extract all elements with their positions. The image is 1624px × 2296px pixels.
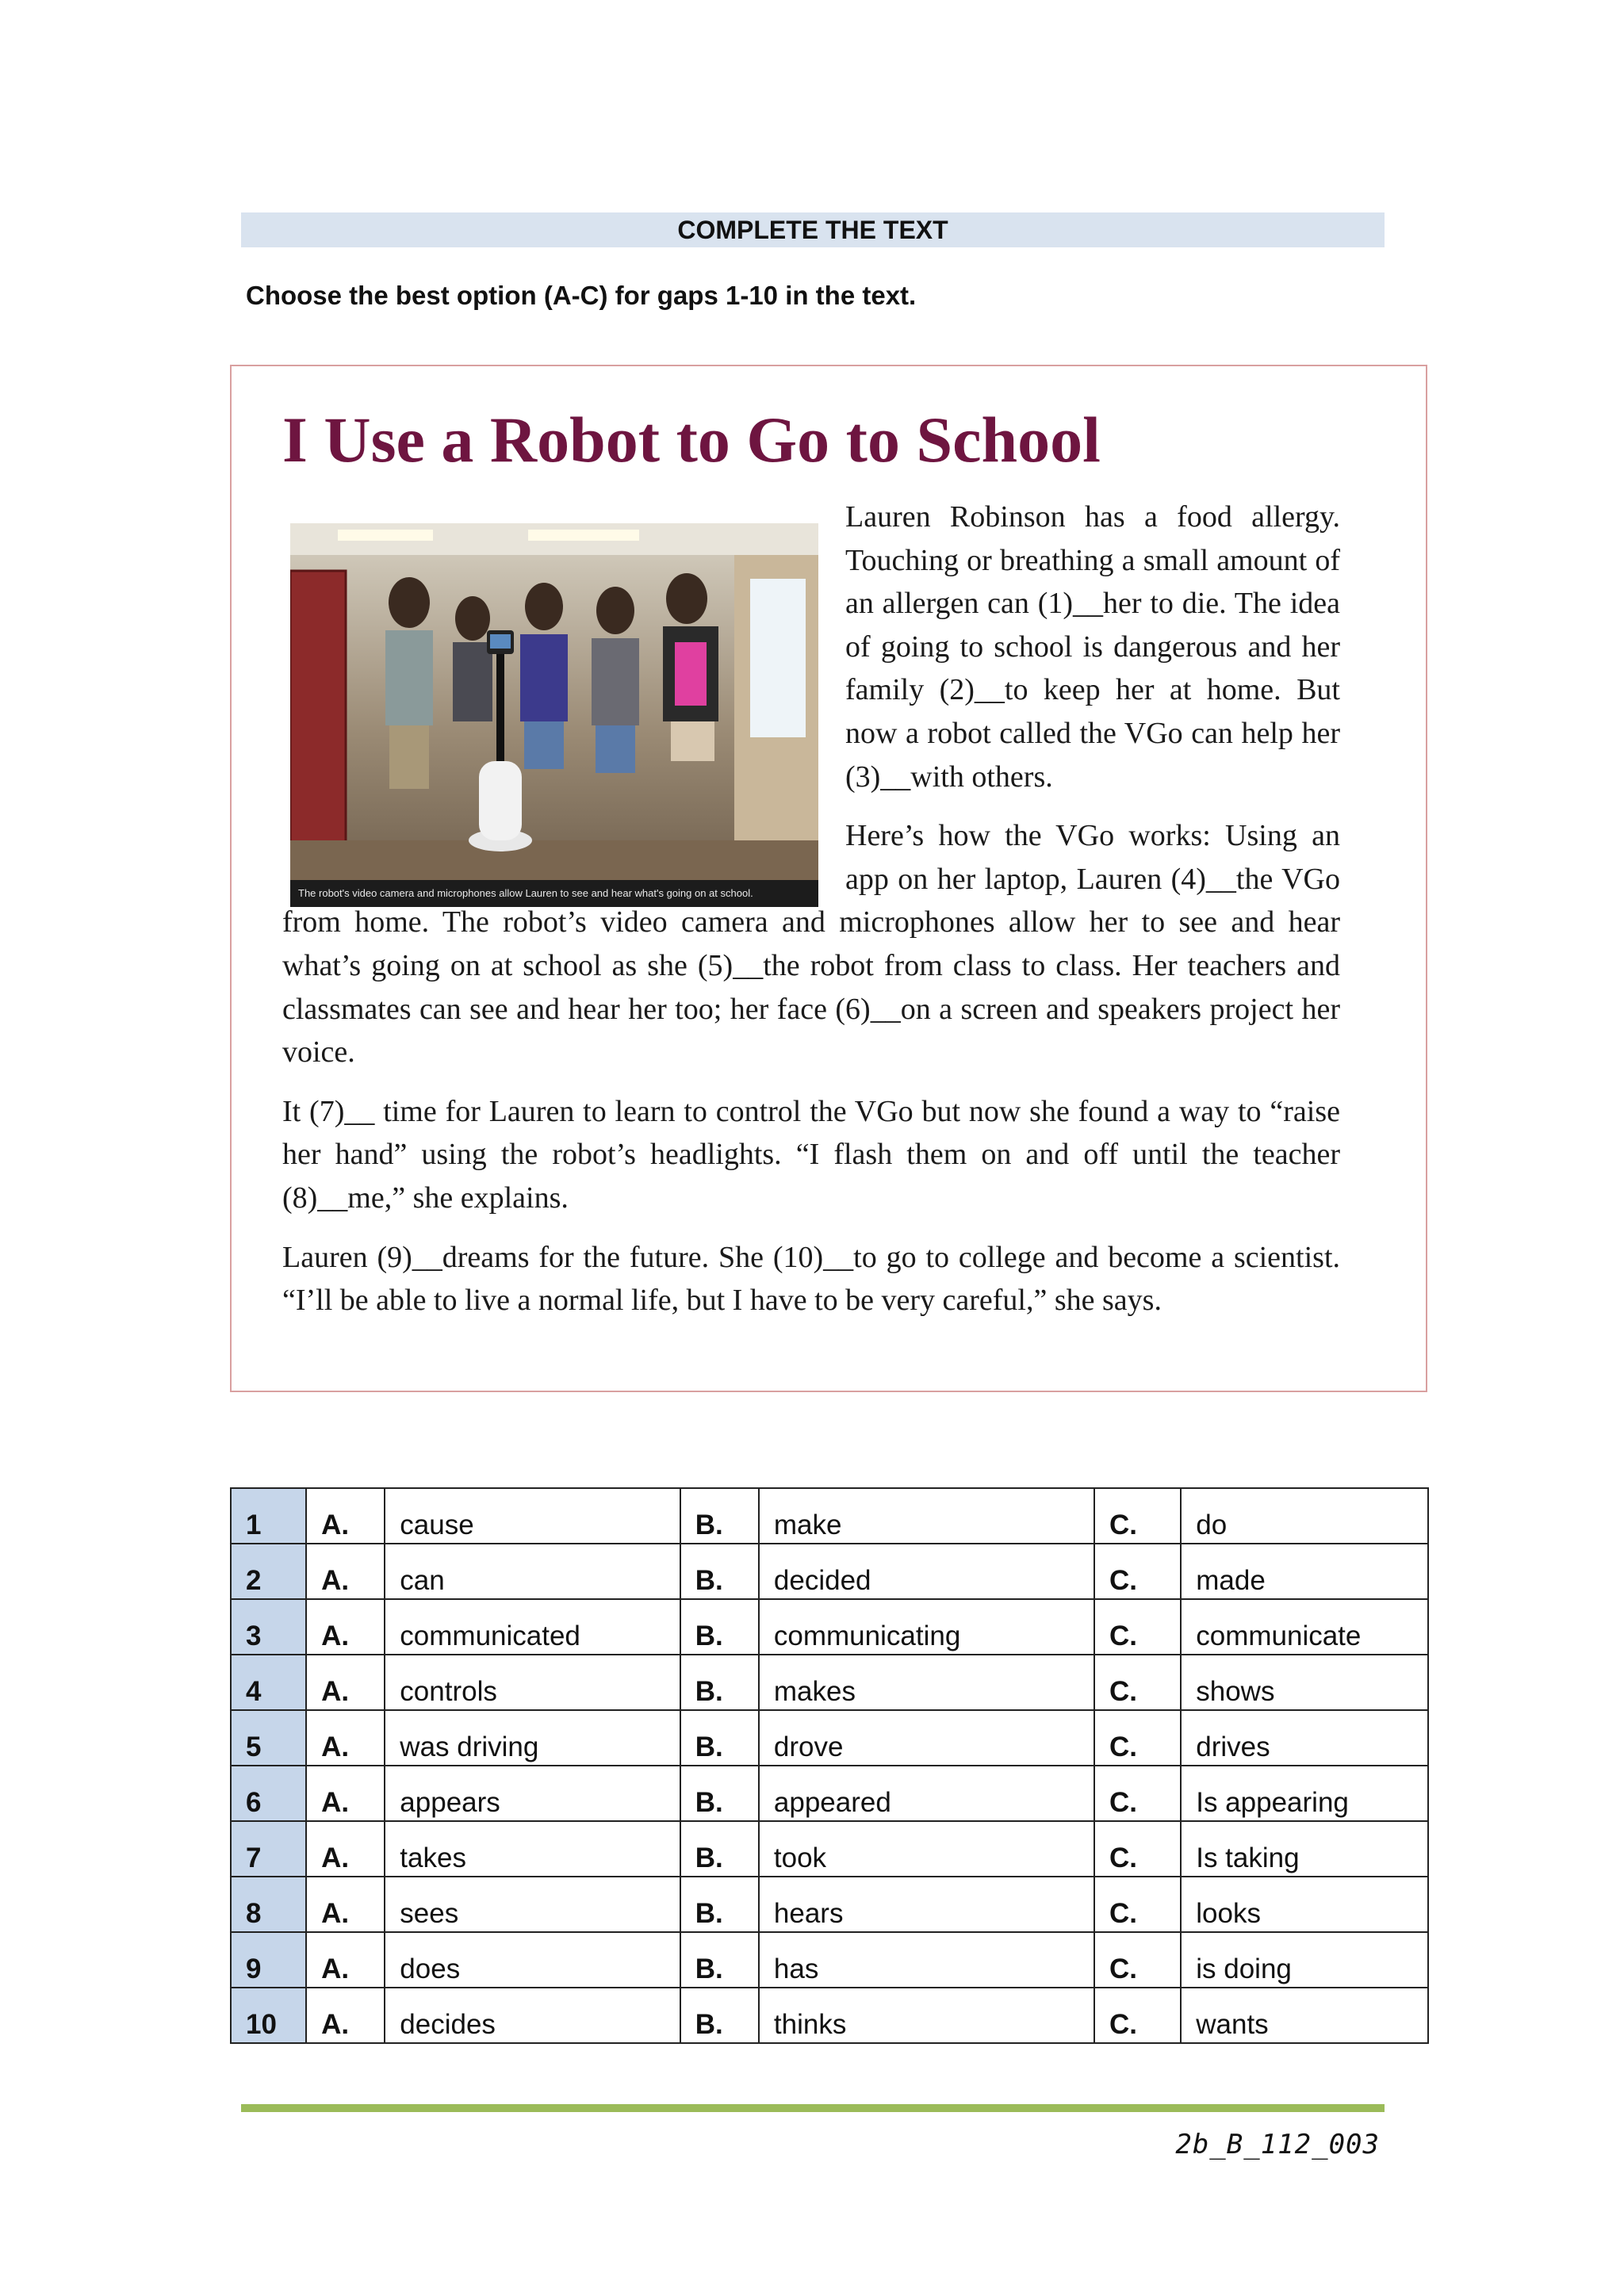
option-b-text: thinks [759, 1988, 1094, 2043]
option-letter-c: C. [1094, 1655, 1181, 1710]
option-letter-b: B. [680, 1488, 759, 1544]
question-number: 6 [231, 1766, 306, 1821]
question-number: 3 [231, 1599, 306, 1655]
option-letter-b: B. [680, 1599, 759, 1655]
article-paragraph-2: Here’s how the VGo works: Using an app on her laptop, Lauren (4)__the VGo from home. The robot’s video camera and microphones allow her to see and hear what’s going on at school as she (5)__the robot from class to class. Her teachers and classmates can see and hear her too; her face (6)__on a screen and speakers project her voice. [282, 819, 1340, 1070]
option-letter-c: C. [1094, 1488, 1181, 1544]
option-c-text: is doing [1181, 1932, 1428, 1988]
option-letter-a: A. [306, 1544, 385, 1599]
option-letter-c: C. [1094, 1544, 1181, 1599]
option-letter-b: B. [680, 1766, 759, 1821]
option-letter-a: A. [306, 1877, 385, 1932]
article-body [282, 496, 1340, 1338]
option-letter-a: A. [306, 1655, 385, 1710]
question-number: 5 [231, 1710, 306, 1766]
option-row [231, 1544, 1428, 1599]
option-b-text: decided [759, 1544, 1094, 1599]
option-b-text: hears [759, 1877, 1094, 1932]
option-letter-c: C. [1094, 1932, 1181, 1988]
article-paragraph-1 [282, 496, 1340, 798]
article-paragraph-4: Lauren (9)__dreams for the future. She (10)__to go to college and become a scientist. “I’ll be able to live a normal life, but I have to be very careful,” she says. [282, 1240, 1340, 1318]
option-letter-a: A. [306, 1821, 385, 1877]
option-letter-a: A. [306, 1932, 385, 1988]
option-a-text: communicated [385, 1599, 680, 1655]
option-c-text: communicate [1181, 1599, 1428, 1655]
options-table-body [231, 1488, 1428, 2043]
options-table [230, 1487, 1429, 2044]
option-a-text: decides [385, 1988, 680, 2043]
option-row [231, 1655, 1428, 1710]
footer-divider [241, 2104, 1385, 2112]
article-title: I Use a Robot to Go to School [282, 404, 1101, 476]
option-b-text: drove [759, 1710, 1094, 1766]
option-b-text: appeared [759, 1766, 1094, 1821]
option-a-text: can [385, 1544, 680, 1599]
option-c-text: looks [1181, 1877, 1428, 1932]
option-letter-a: A. [306, 1488, 385, 1544]
option-letter-c: C. [1094, 1599, 1181, 1655]
option-b-text: took [759, 1821, 1094, 1877]
question-number: 8 [231, 1877, 306, 1932]
option-letter-c: C. [1094, 1766, 1181, 1821]
section-header: COMPLETE THE TEXT [241, 212, 1385, 247]
photo-caption: The robot's video camera and microphones allow Lauren to see and hear what's going on at school. [290, 880, 818, 907]
option-letter-c: C. [1094, 1877, 1181, 1932]
option-c-text: Is taking [1181, 1821, 1428, 1877]
option-b-text: has [759, 1932, 1094, 1988]
option-letter-b: B. [680, 1988, 759, 2043]
article-paragraph-3: It (7)__ time for Lauren to learn to control the VGo but now she found a way to “raise her hand” using the robot’s headlights. “I flash them on and off until the teacher (8)__me,” she explains. [282, 1094, 1340, 1215]
option-a-text: appears [385, 1766, 680, 1821]
option-row [231, 1988, 1428, 2043]
option-a-text: controls [385, 1655, 680, 1710]
option-letter-b: B. [680, 1710, 759, 1766]
option-a-text: cause [385, 1488, 680, 1544]
option-c-text: shows [1181, 1655, 1428, 1710]
option-b-text: make [759, 1488, 1094, 1544]
option-row [231, 1710, 1428, 1766]
option-c-text: Is appearing [1181, 1766, 1428, 1821]
question-number: 1 [231, 1488, 306, 1544]
question-number: 2 [231, 1544, 306, 1599]
option-row [231, 1877, 1428, 1932]
page-code: 2b_B_112_003 [1175, 2129, 1380, 2160]
option-letter-a: A. [306, 1599, 385, 1655]
question-number: 9 [231, 1932, 306, 1988]
option-row [231, 1932, 1428, 1988]
option-letter-c: C. [1094, 1821, 1181, 1877]
option-c-text: drives [1181, 1710, 1428, 1766]
option-b-text: communicating [759, 1599, 1094, 1655]
option-c-text: do [1181, 1488, 1428, 1544]
option-letter-b: B. [680, 1821, 759, 1877]
option-letter-b: B. [680, 1544, 759, 1599]
option-letter-a: A. [306, 1766, 385, 1821]
option-letter-b: B. [680, 1932, 759, 1988]
option-a-text: sees [385, 1877, 680, 1932]
option-letter-a: A. [306, 1988, 385, 2043]
question-number: 4 [231, 1655, 306, 1710]
option-a-text: takes [385, 1821, 680, 1877]
option-letter-b: B. [680, 1877, 759, 1932]
option-c-text: made [1181, 1544, 1428, 1599]
option-b-text: makes [759, 1655, 1094, 1710]
article-paragraph-1-text: Lauren Robinson has a food allergy. Touching or breathing a small amount of an allergen can (1)__her to die. The idea of going to school is dangerous and her family (2)__to keep her at home. But now a robot called the VGo can help her (3)__with others. [845, 500, 1340, 794]
option-row [231, 1488, 1428, 1544]
option-a-text: was driving [385, 1710, 680, 1766]
option-row [231, 1766, 1428, 1821]
option-row [231, 1821, 1428, 1877]
option-row [231, 1599, 1428, 1655]
option-letter-c: C. [1094, 1988, 1181, 2043]
option-letter-c: C. [1094, 1710, 1181, 1766]
option-letter-b: B. [680, 1655, 759, 1710]
question-number: 7 [231, 1821, 306, 1877]
option-a-text: does [385, 1932, 680, 1988]
question-number: 10 [231, 1988, 306, 2043]
option-letter-a: A. [306, 1710, 385, 1766]
instruction-text: Choose the best option (A-C) for gaps 1-10 in the text. [246, 281, 917, 310]
option-c-text: wants [1181, 1988, 1428, 2043]
